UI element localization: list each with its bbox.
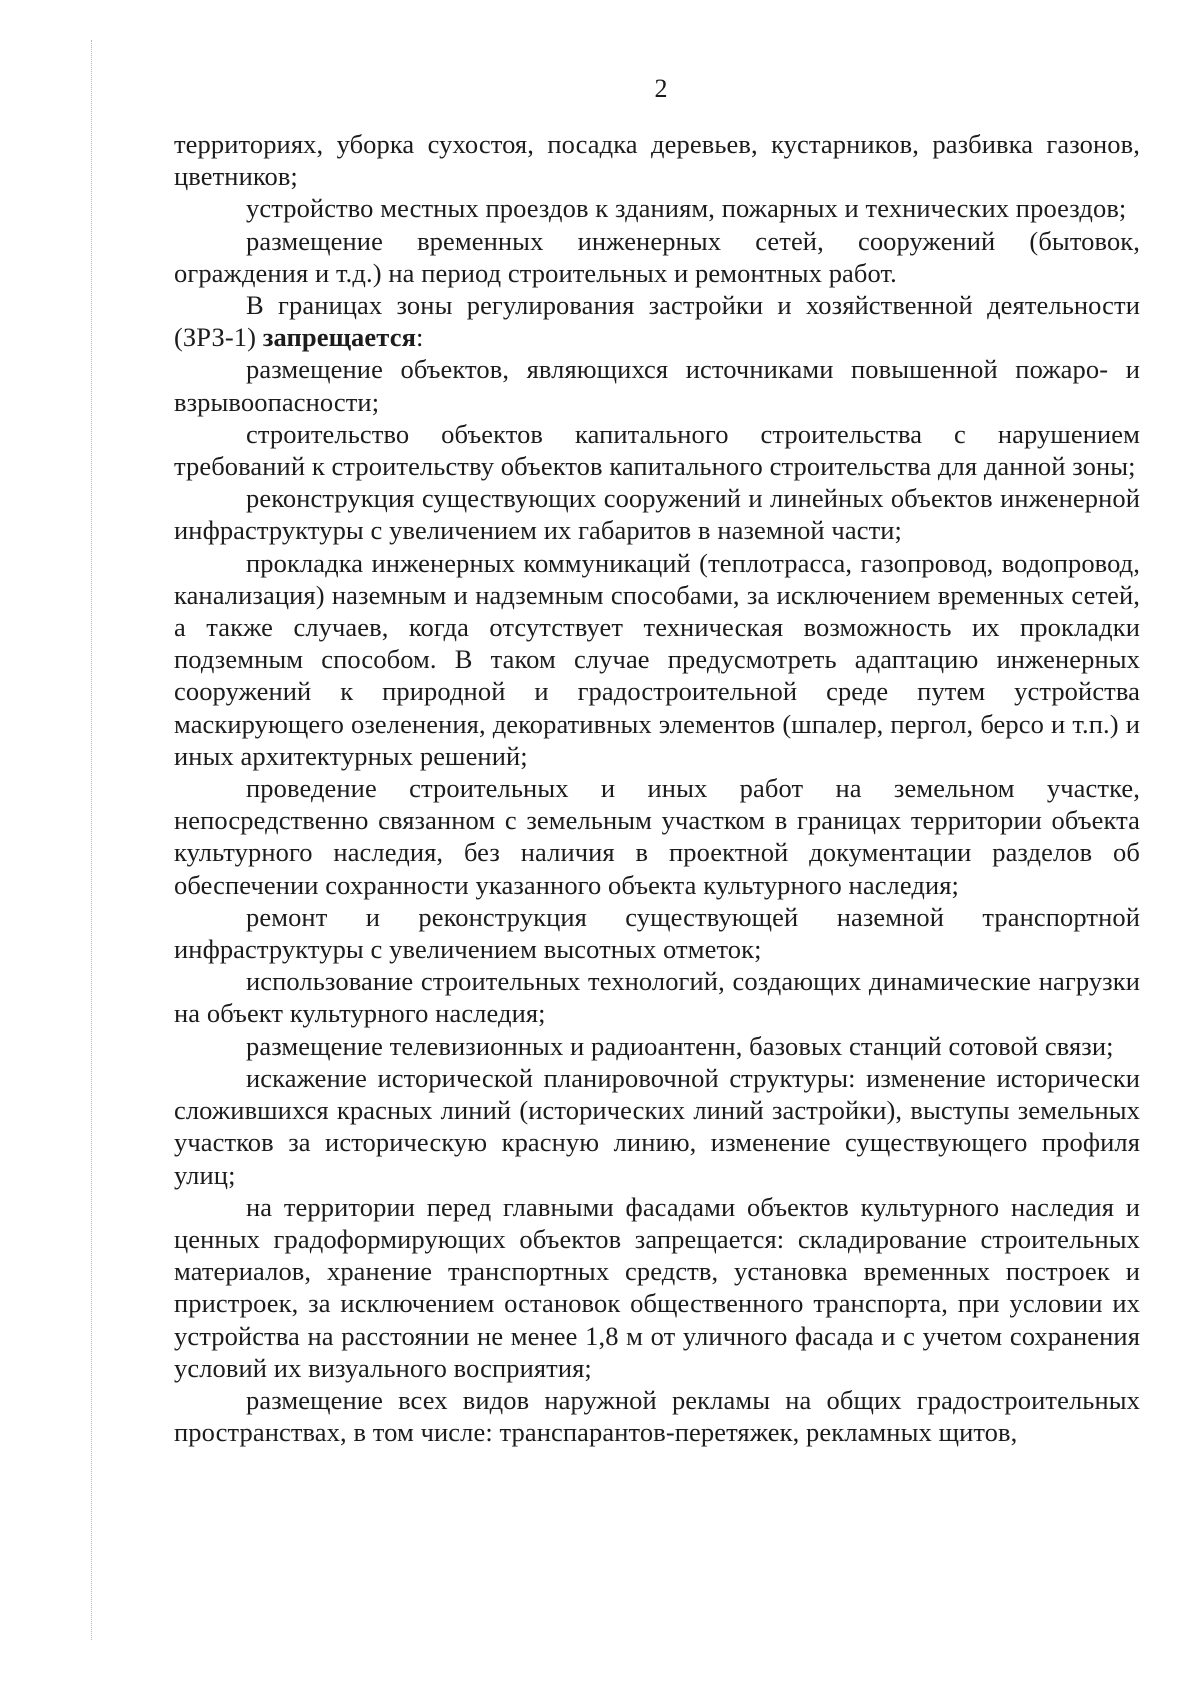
paragraph-13: искажение исторической планировочной структуры: изменение исторически сложившихся красных линий (исторических линий застройки), выступы земельных участков за историческую красную линию, изменение существующего профиля улиц; (174, 1062, 1140, 1190)
paragraph-1: территориях, уборка сухостоя, посадка деревьев, кустарников, разбивка газонов, цветников; (174, 129, 1140, 192)
paragraph-4 (174, 289, 1140, 353)
paragraph-3: размещение временных инженерных сетей, сооружений (бытовок, ограждения и т.д.) на период строительных и ремонтных работ. (174, 225, 1140, 288)
paragraph-7: реконструкция существующих сооружений и линейных объектов инженерной инфраструктуры с увеличением их габаритов в наземной части; (174, 483, 1140, 546)
paragraph-8: прокладка инженерных коммуникаций (теплотрасса, газопровод, водопровод, канализация) наземным и надземным способами, за исключением временных сетей, а также случаев, когда отсутствует техническая возможность их прокладки подземным способом. В таком случае предусмотреть адаптацию инженерных сооружений к природной и градостроительной среде путем устройства маскирующего озеленения, декоративных элементов (шпалер, пергол, берсо и т.п.) и иных архитектурных решений; (174, 547, 1140, 771)
paragraph-4-text: В границах зоны регулирования застройки и хозяйственной деятельности (ЗРЗ-1) (174, 290, 1140, 353)
paragraph-5: размещение объектов, являющихся источниками повышенной пожаро- и взрывоопасности; (174, 354, 1140, 417)
paragraph-6: строительство объектов капитального строительства с нарушением требований к строительству объектов капитального строительства для данной зоны; (174, 418, 1140, 482)
paragraph-4-suffix: : (416, 322, 424, 353)
paragraph-11: использование строительных технологий, создающих динамические нагрузки на объект культурного наследия; (174, 966, 1140, 1029)
paragraph-14: на территории перед главными фасадами объектов культурного наследия и ценных градоформирующих объектов запрещается: складирование строительных материалов, хранение транспортных средств, установка временных построек и пристроек, за исключением остановок общественного транспорта, при условии их устройства на расстоянии не менее 1,8 м от уличного фасада и с учетом сохранения условий их визуального восприятия; (174, 1191, 1140, 1383)
paragraph-9: проведение строительных и иных работ на земельном участке, непосредственно связанном с земельным участком в границах территории объекта культурного наследия, без наличия в проектной документации разделов об обеспечении сохранности указанного объекта культурного наследия; (174, 773, 1140, 900)
paragraph-2: устройство местных проездов к зданиям, пожарных и технических проездов; (246, 193, 1127, 224)
paragraph-12: размещение телевизионных и радиоантенн, базовых станций сотовой связи; (246, 1030, 1114, 1061)
paragraph-15: размещение всех видов наружной рекламы на общих градостроительных пространствах, в том числе: транспарантов-перетяжек, рекламных щитов, (174, 1384, 1140, 1448)
paragraph-10: ремонт и реконструкция существующей наземной транспортной инфраструктуры с увеличением высотных отметок; (174, 901, 1140, 965)
document-body (174, 128, 1140, 1448)
paragraph-4-bold: запрещается (262, 322, 417, 353)
scan-edge-line (91, 40, 92, 1640)
page-number: 2 (654, 74, 668, 103)
